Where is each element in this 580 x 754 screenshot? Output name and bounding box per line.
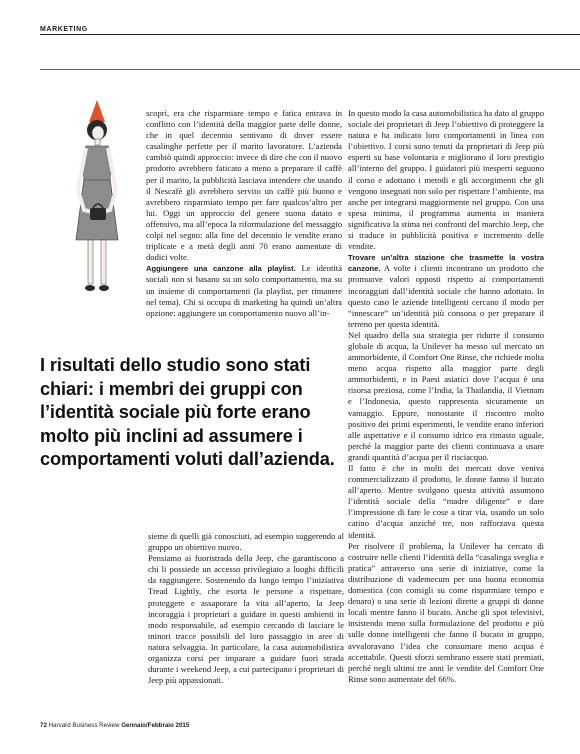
column-left-top xyxy=(146,108,342,319)
paragraph-with-subhead xyxy=(348,252,544,330)
paragraph-with-subhead xyxy=(146,263,342,318)
paragraph: sieme di quelli già conosciuti, ad esempio suggerendo al gruppo un obiettivo nuovo. xyxy=(148,531,344,553)
header-divider xyxy=(40,69,580,70)
pull-quote: I risultati dello studio sono stati chiari: i membri dei gruppi con l’identità sociale più forte erano molto più inclini ad assumere i comportamenti voluti dall’azienda. xyxy=(40,355,335,470)
page-footer xyxy=(40,722,189,729)
paragraph-text: Le identità sociali non si basano su un solo comportamento, ma su un insieme di comportamenti (la playlist, per rimanere nel tema). Chi si occupa di marketing ha quindi un’altra opzione: aggiungere un comportamento nuovo all’in- xyxy=(146,263,343,318)
issue-date: Gennaio/Febbraio 2015 xyxy=(121,722,190,729)
section-label: MARKETING xyxy=(40,26,88,33)
publication-name: Harvard Business Review xyxy=(48,722,120,729)
paragraph: scoprì, era che risparmiare tempo e fatica entrava in conflitto con l’identità della maggior parte delle donne, che in quel decennio sentivano di dover essere casalinghe perfette per il marito lavoratore. L’azienda cambiò quindi approccio: invece di dire che con il nuovo prodotto avrebbero faticato a meno a preparare il caffè per il marito, la pubblicità lasciava intendere che usando il Nescafè gli avrebbero servito un caffè più buono e avrebbero risparmiato tempo per fare qualcos’altro per lui. Oggi un approccio del genere suona datato e offensivo, ma all’epoca la riformulazione del messaggio colpì nel segno: alla fine del decennio le vendite erano triplicate e a metà degli anni 70 erano aumentate di dodici volte. xyxy=(146,108,342,263)
subheading: Trovare un’altra stazione che trasmette la vostra canzone. xyxy=(348,253,544,274)
paragraph: In questo modo la casa automobilistica ha dato al gruppo sociale dei proprietari di Jeep l’obiettivo di proteggere la natura e ha indicato loro comportamenti in linea con l’obiettivo. I corsi sono tenuti da proprietari di Jeep più esperti su base volontaria e migliorano il loro prestigio all’interno del gruppo. I guidatori più inesperti seguono il corso e adottano i metodi e gli accorgimenti che gli vengono insegnati non solo per rispettare l’ambiente, ma anche per integrarsi maggiormente nel gruppo. Con una spesa minima, il programma aumenta in maniera significativa la stima nei confronti del marchio Jeep, che si traduce in pubblicità positiva e incremento delle vendite. xyxy=(348,108,544,252)
column-left-bottom xyxy=(148,531,344,686)
subheading: Aggiungere una canzone alla playlist. xyxy=(146,264,296,274)
woman-with-party-hat-icon xyxy=(62,100,132,320)
column-right xyxy=(348,108,544,685)
page-number: 72 xyxy=(40,722,47,729)
paragraph: Per risolvere il problema, la Unilever ha cercato di costruire nelle clienti l’identità della “casalinga sveglia e pratica” attraverso una serie di iniziative, come la distribuzione di vademecum per una buona economia domestica (con consigli su come risparmiare tempo e denaro) o una serie di lezioni dirette a gruppi di donne locali mentre fanno il bucato. Anche gli spot televisivi, insistendo meno sulla formulazione del prodotto e più sulle donne intelligenti che fanno il bucato in gruppo, avvaloravano l’idea che consumare meno acqua è accettabile. Questi sforzi sembrano essere stati premiati, perché negli ultimi tre anni le vendite del Comfort One Rinse sono aumentate del 66%. xyxy=(348,540,544,684)
paragraph: Pensiamo ai fuoristrada della Jeep, che garantiscono a chi li possiede un accesso privilegiato a luoghi difficili da raggiungere. Sostenendo da lungo tempo l’iniziativa Tread Lightly, che esorta le persone a rispettare, proteggere e assaporare la vita all’aperto, la Jeep incoraggia i proprietari a guidare in questi ambienti in modo responsabile, ad esempio cercando di lasciare le minori tracce possibili del loro passaggio in aree di natura selvaggia. In particolare, la casa automobilistica organizza corsi per imparare a guidare fuori strada durante i weekend Jeep, a cui partecipano i proprietari di Jeep più appassionati. xyxy=(148,553,344,686)
paragraph: Nel quadro della sua strategia per ridurre il consumo globale di acqua, la Unilever ha messo sul mercato un ammorbidente, il Comfort One Rinse, che richiede molta meno acqua rispetto alla maggior parte degli ammorbidenti, e in Paesi asiatici dove l’acqua è una risorsa preziosa, come l’India, la Thailandia, il Vietnam e l’Indonesia, questo rappresenta sicuramente un vantaggio. Eppure, nonostante il riscontro molto positivo dei primi esperimenti, le vendite erano inferiori alle aspettative e il consumo idrico era rimasto uguale, perché la maggior parte dei clienti continuava a usare grandi quantità d’acqua per il risciacquo. xyxy=(348,329,544,462)
paragraph-text: A volte i clienti incontrano un prodotto che promuove valori opposti rispetto ai comportamenti incoraggiati dall’identità sociale che hanno adottato. In questo caso le aziende intelligenti cercano il modo per “innescare” un’identità più consona o per preparare il terreno per questa identità. xyxy=(348,263,544,329)
paragraph: Il fatto è che in molti dei mercati dove veniva commercializzato il prodotto, le donne fanno il bucato all’aperto. Mentre svolgono questa attività assumono l’identità sociale della “madre diligente” e dare l’impressione di fare le cose a tirar via, usando un solo catino d’acqua anziché tre, non rafforzava questa identità. xyxy=(348,463,544,540)
top-rule xyxy=(40,34,580,35)
